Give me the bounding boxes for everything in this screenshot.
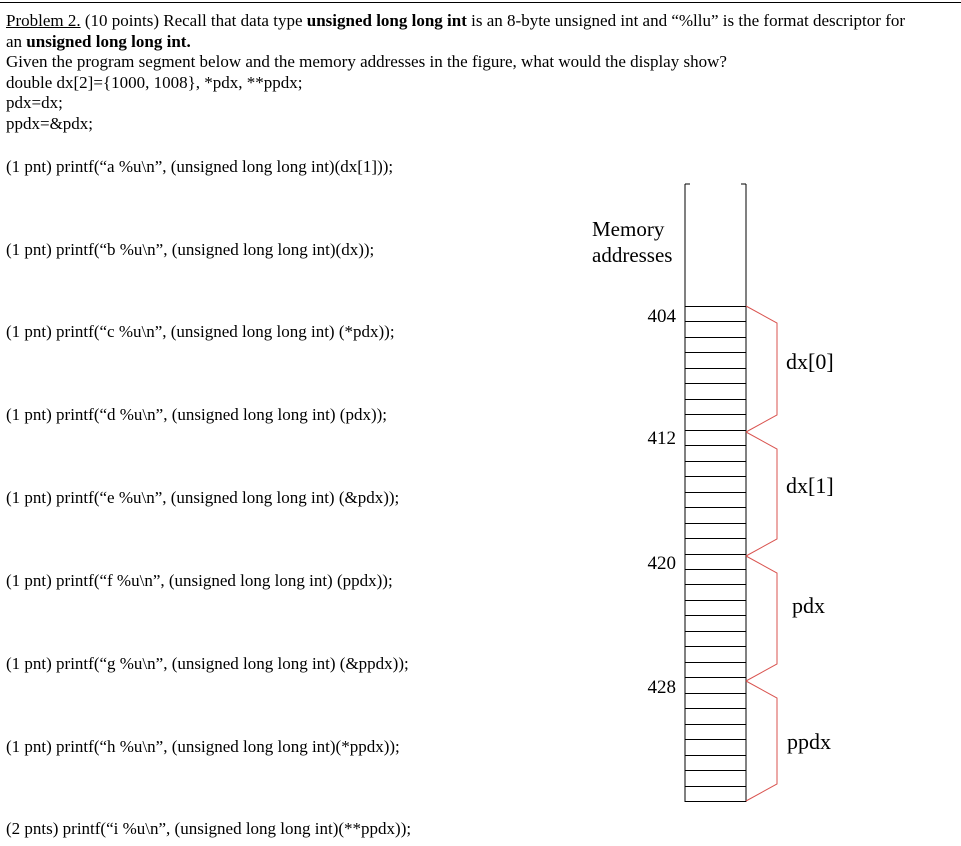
memory-column (685, 184, 746, 802)
problem-line2-pre: an (6, 31, 27, 51)
question-e: (1 pnt) printf(“e %u\n”, (unsigned long long int) (&pdx)); (6, 488, 400, 507)
address-412: 412 (647, 428, 676, 449)
question-b: (1 pnt) printf(“b %u\n”, (unsigned long long int)(dx)); (6, 240, 375, 259)
problem-type-bold: unsigned long long int (306, 11, 467, 30)
figure-title-line2: addresses (592, 243, 673, 267)
brace-ppdx (746, 681, 777, 801)
question-i: (2 pnts) printf(“i %u\n”, (unsigned long long int)(**ppdx)); (6, 819, 412, 838)
code-line-1: double dx[2]={1000, 1008}, *pdx, **ppdx; (6, 72, 303, 92)
brace-dx0 (746, 306, 777, 432)
problem-intro: (10 points) Recall that data type (84, 11, 307, 30)
label-dx0: dx[0] (786, 349, 834, 374)
address-420: 420 (647, 553, 676, 574)
question-a: (1 pnt) printf(“a %u\n”, (unsigned long long int)(dx[1])); (6, 157, 394, 176)
label-dx1: dx[1] (786, 473, 834, 498)
question-h: (1 pnt) printf(“h %u\n”, (unsigned long long int)(*ppdx)); (6, 737, 400, 756)
problem-title: Problem 2. (6, 11, 81, 30)
code-line-3: ppdx=&pdx; (6, 113, 94, 133)
address-404: 404 (647, 306, 676, 327)
question-d: (1 pnt) printf(“d %u\n”, (unsigned long long int) (pdx)); (6, 405, 388, 424)
problem-line2-bold: unsigned long long int. (26, 31, 191, 51)
question-g: (1 pnt) printf(“g %u\n”, (unsigned long long int) (&ppdx)); (6, 654, 409, 673)
brace-pdx (746, 556, 777, 681)
label-pdx: pdx (792, 593, 825, 618)
figure-title-line1: Memory (592, 217, 665, 241)
byte-cells (685, 307, 746, 802)
code-line-2: pdx=dx; (6, 93, 63, 112)
label-ppdx: ppdx (787, 729, 831, 754)
brace-dx1 (746, 432, 777, 556)
question-f: (1 pnt) printf(“f %u\n”, (unsigned long long int) (ppdx)); (6, 571, 393, 590)
problem-intro-mid: is an 8-byte unsigned int and “%llu” is the format descriptor for (466, 11, 906, 30)
problem-given: Given the program segment below and the memory addresses in the figure, what would the display show? (6, 52, 727, 71)
question-c: (1 pnt) printf(“c %u\n”, (unsigned long long int) (*pdx)); (6, 322, 395, 341)
address-428: 428 (647, 677, 676, 698)
